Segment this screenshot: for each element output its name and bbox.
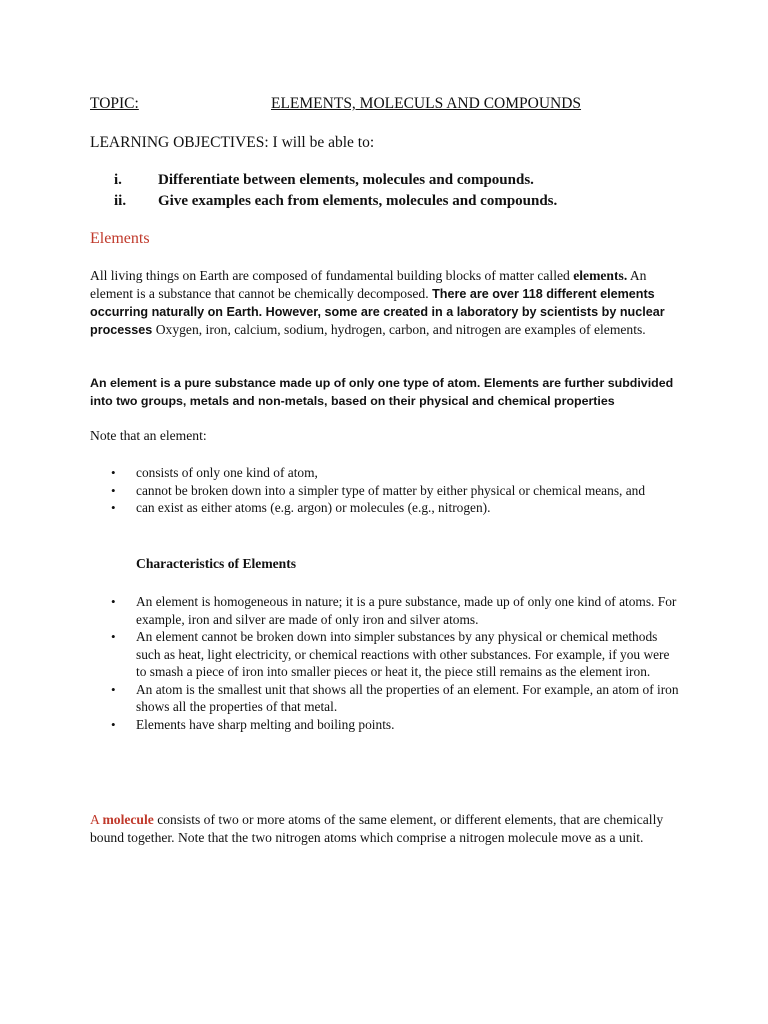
list-item: • Elements have sharp melting and boiling points. <box>111 716 681 734</box>
list-item: • An element cannot be broken down into simpler substances by any physical or chemical methods such as heat, light electricity, or chemical reactions with other substances. For example, if you were to smash a piece of iron into smaller pieces or heat it, the piece still remains as the element iron. <box>111 628 681 681</box>
list-item: • An atom is the smallest unit that shows all the properties of an element. For example, an atom of iron shows all the properties of that metal. <box>111 681 681 716</box>
objective-text: Give examples each from elements, molecules and compounds. <box>158 193 558 209</box>
list-item: • An element is homogeneous in nature; it is a pure substance, made up of only one kind of atoms. For example, iron and silver are made of only iron and silver atoms. <box>111 593 681 628</box>
intro-bold-term: elements. <box>573 268 628 283</box>
molecule-paragraph <box>90 811 686 847</box>
intro-text-1: All living things on Earth are composed of fundamental building blocks of matter called <box>90 268 570 283</box>
list-item: • can exist as either atoms (e.g. argon) or molecules (e.g., nitrogen). <box>111 499 651 517</box>
list-item: • cannot be broken down into a simpler type of matter by either physical or chemical means, and <box>111 482 651 500</box>
note-label: Note that an element: <box>90 428 207 443</box>
objective-text: Differentiate between elements, molecules and compounds. <box>158 172 534 188</box>
molecule-lead: A <box>90 812 103 827</box>
note-list <box>111 464 651 517</box>
objective-item <box>114 193 557 210</box>
molecule-term: molecule <box>102 812 154 827</box>
list-item: • consists of only one kind of atom, <box>111 464 651 482</box>
topic-title: ELEMENTS, MOLECULS AND COMPOUNDS <box>271 95 582 112</box>
intro-text-3: Oxygen, iron, calcium, sodium, hydrogen, carbon, and nitrogen are examples of elements. <box>152 322 646 337</box>
elements-heading: Elements <box>90 230 150 247</box>
objective-number: ii. <box>114 193 127 209</box>
molecule-text: consists of two or more atoms of the same element, or different elements, that are chemically bound together. Note that the two nitrogen atoms which comprise a nitrogen molecule move as a unit. <box>90 812 664 845</box>
topic-label: TOPIC: <box>90 95 139 112</box>
objective-number: i. <box>114 172 122 188</box>
intro-sans-bold-text: There are over 118 different elements occurring naturally on Earth. However, some are created in a laboratory by scientists by nuclear processes <box>90 287 665 337</box>
intro-text-2: An element is a substance that cannot be chemically decomposed. <box>90 268 647 301</box>
elements-intro-paragraph <box>90 267 686 339</box>
objective-item <box>114 172 534 189</box>
element-definition: An element is a pure substance made up of only one type of atom. Elements are further subdivided into two groups, metals and non-metals, based on their physical and chemical properties <box>90 376 674 408</box>
characteristics-list <box>111 593 681 733</box>
objectives-heading: LEARNING OBJECTIVES: I will be able to: <box>90 134 375 151</box>
characteristics-heading: Characteristics of Elements <box>136 556 297 571</box>
